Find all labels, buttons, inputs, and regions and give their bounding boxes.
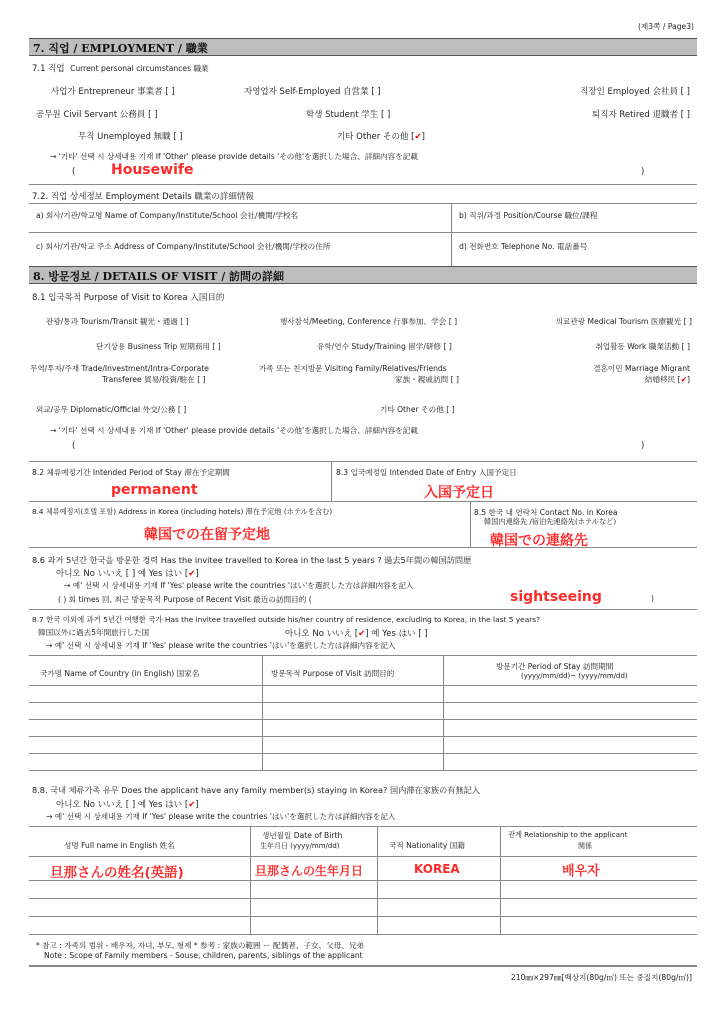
section-8-header — [29, 266, 697, 284]
opt-work[interactable]: 취업활동 Work 職業活動 [ ] — [595, 342, 690, 351]
page-label: (제3쪽 / Page3) — [637, 22, 694, 31]
opt-study[interactable]: 유학/연수 Study/Training 留学/研修 [ ] — [317, 342, 452, 351]
t88-col-dob: 생년월일 Date of Birth — [262, 831, 343, 840]
opt-diplomatic[interactable]: 외교/공무 Diplomatic/Official 外交/公務 [ ] — [36, 405, 187, 414]
divider — [250, 826, 251, 934]
opt-marriage-line1[interactable]: 결혼이민 Marriage Migrant — [593, 364, 690, 373]
table-row — [29, 934, 697, 935]
opt-other-close: ] — [421, 132, 425, 142]
t88-col-nationality: 국적 Nationality 国籍 — [389, 841, 465, 850]
q82-answer[interactable]: permanent — [111, 482, 198, 498]
divider — [29, 826, 697, 827]
opt-trade-line2[interactable]: Transferee 貿易/投資/駐在 [ ] — [102, 375, 206, 384]
t88-col-name: 성명 Full name in English 姓名 — [64, 841, 175, 850]
divider — [500, 826, 501, 934]
opt-visiting-line1[interactable]: 가족 또는 친지방문 Visiting Family/Relatives/Friends — [259, 364, 447, 373]
q86-question: 8.6 과거 5년간 한국을 방문한 경력 Has the invitee travelled to Korea in the last 5 years ? 過去5年間の韓国訪問歴 — [32, 555, 472, 565]
divider — [29, 856, 697, 857]
q86-answer[interactable]: sightseeing — [510, 589, 602, 605]
table-row — [29, 736, 697, 737]
q87-answer-options[interactable] — [285, 627, 428, 639]
opt-other[interactable] — [337, 130, 425, 142]
divider — [29, 203, 697, 204]
q87-question-jp: 韓国以外に過去5年間旅行した国 — [38, 628, 150, 637]
q86-recent-visit: ( ) 회 times 回, 최근 방문목적 Purpose of Recent Visit 最近の訪問目的 ( — [58, 595, 312, 604]
bracket-close: ] — [195, 569, 199, 579]
divider — [29, 461, 697, 462]
opt-business[interactable]: 단기상용 Business Trip 短期商用 [ ] — [96, 342, 221, 351]
opt-visiting-line2[interactable]: 家族・親戚訪問 [ ] — [395, 375, 459, 384]
paren-open: ( — [72, 441, 76, 451]
divider — [29, 965, 697, 967]
q87-yes-note: → 예' 선택 시 상세내용 기재 If 'Yes' please write the countries 'はい'を選択した方は詳細内容を記入 — [46, 641, 396, 650]
q84-answer[interactable]: 韓国での在留予定地 — [144, 527, 270, 543]
q71-number: 7.1 직업 — [32, 64, 65, 74]
opt-other-label: 기타 Other その他 [ — [337, 132, 415, 142]
opt-medical[interactable]: 의료관광 Medical Tourism 医療観光 [ ] — [555, 317, 692, 326]
divider — [262, 655, 263, 770]
t87-col-period-format: (yyyy/mm/dd)~ (yyyy/mm/dd) — [521, 672, 628, 680]
q81-label: 8.1 입국목적 Purpose of Visit to Korea 入国目的 — [32, 293, 225, 303]
table-row — [29, 702, 697, 703]
opt-student[interactable]: 학생 Student 学生 [ ] — [306, 110, 391, 120]
table-row — [29, 719, 697, 720]
q87-question: 8.7 한국 이외에 과거 5년간 여행한 국가 Has the invitee travelled outside his/her country of residence, excluding to Korea, in the last 5 years? — [32, 615, 541, 624]
paren-close: ) — [641, 167, 645, 177]
table-row — [29, 898, 697, 899]
opt-marriage-label: 結婚移民 [ — [644, 375, 681, 384]
opt-tourism[interactable]: 관광/통과 Tourism/Transit 観光・通過 [ ] — [46, 317, 189, 326]
divider — [377, 826, 378, 934]
t87-col-period: 방문기간 Period of Stay 訪問期間 — [496, 662, 614, 671]
family-nationality-answer[interactable]: KOREA — [414, 862, 460, 876]
q87-yes-label: ] 예 Yes はい [ ] — [365, 629, 428, 639]
t88-col-relationship: 관계 Relationship to the applicant — [508, 830, 628, 839]
family-name-answer[interactable]: 旦那さんの姓名(英語) — [50, 865, 184, 881]
table-row — [29, 770, 697, 771]
q82-label: 8.2 체류예정기간 Intended Period of Stay 滞在予定期間 — [32, 468, 230, 477]
opt-employed[interactable]: 직장인 Employed 会社員 [ ] — [580, 87, 690, 97]
opt-unemployed[interactable]: 무직 Unemployed 無職 [ ] — [78, 132, 183, 142]
opt-entrepreneur[interactable]: 사업가 Entrepreneur 事業者 [ ] — [51, 87, 175, 97]
q85-label: 8.5 한국 내 연락처 Contact No. in Korea — [474, 508, 618, 517]
other-details-note: → '기타' 선택 시 상세내용 기재 If 'Other' please provide details 'その他'を選択した場合、詳細内容を記載 — [50, 152, 418, 161]
t88-col-relationship-jp: 関係 — [578, 842, 592, 850]
divider — [29, 685, 697, 686]
q85-label-2: 韓国内連絡先 /宿泊先連絡先(ホテルなど) — [484, 517, 617, 526]
q83-label: 8.3 입국예정일 Intended Date of Entry 入国予定日 — [336, 468, 517, 477]
opt-meeting[interactable]: 행사참석/Meeting, Conference 行事参加、学会 [ ] — [280, 317, 458, 326]
divider — [470, 501, 471, 547]
table-row — [29, 916, 697, 917]
checkmark-icon: ✔ — [188, 569, 196, 579]
q71-desc: Current personal circumstances 職業 — [70, 64, 209, 73]
q88-answer-options[interactable] — [56, 798, 199, 810]
divider — [29, 184, 697, 185]
paper-spec-footer: 210㎜×297㎜[백상지(80g/㎡) 또는 중질지(80g/㎡)] — [510, 973, 692, 982]
paren-open: ( — [72, 167, 76, 177]
t87-col-purpose: 방문목적 Purpose of Visit 訪問目的 — [271, 669, 395, 678]
divider — [451, 203, 452, 266]
q85-answer[interactable]: 韓国での連絡先 — [490, 533, 588, 549]
q88-options-label: 아니오 No いいえ [ ] 예 Yes はい [ — [56, 800, 189, 810]
section-7-header — [29, 38, 697, 56]
q86-answer-options[interactable] — [56, 567, 199, 579]
divider — [331, 461, 332, 501]
checkmark-icon: ✔ — [188, 800, 196, 810]
divider — [29, 501, 697, 502]
divider — [29, 609, 697, 610]
table-row — [29, 753, 697, 754]
checkmark-icon: ✔ — [414, 132, 422, 142]
t88-col-dob-format: 生年月日 (yyyy/mm/dd) — [260, 842, 340, 850]
bracket-close: ] — [687, 375, 690, 384]
section-8-title: 8. 방문정보 / DETAILS OF VISIT / 訪問の詳細 — [33, 270, 285, 283]
divider — [29, 655, 697, 656]
opt-marriage-line2[interactable] — [645, 374, 690, 385]
family-scope-note: * 참고 : 가족의 범위 - 배우자, 자녀, 부모, 형제 * 参考 : 家族の範囲 ー 配偶者、子女、父母、兄弟 — [36, 941, 365, 950]
checkmark-icon: ✔ — [358, 629, 366, 639]
divider — [29, 232, 697, 233]
paren-close: ) — [651, 594, 654, 603]
field-company-address: c) 회사/기관/학교 주소 Address of Company/Institute/School 会社/機関/学校の住所 — [36, 242, 331, 251]
field-position: b) 직위/과정 Position/Course 職位/課程 — [459, 211, 598, 220]
divider — [443, 655, 444, 770]
other-details-note-8: → '기타' 선택 시 상세내용 기재 If 'Other' please provide details 'その他'を選択した場合、詳細内容を記載 — [50, 426, 418, 435]
opt-self-employed[interactable]: 자영업자 Self-Employed 自営業 [ ] — [244, 87, 381, 97]
field-company-name: a) 회사/기관/학교명 Name of Company/Institute/School 会社/機関/学校名 — [36, 211, 299, 220]
q84-label: 8.4 체류예정지(호텔 포함) Address in Korea (including hotels) 滞在予定地 (ホテルを含む) — [32, 507, 333, 516]
opt-trade-line1[interactable]: 무역/투자/주재 Trade/Investment/Intra-Corporate — [30, 364, 209, 373]
other-answer[interactable]: Housewife — [111, 162, 194, 178]
family-dob-answer[interactable]: 旦那さんの生年月日 — [255, 864, 364, 878]
q88-yes-note: → 예' 선택 시 상세내용 기재 If 'Yes' please write the countries 'はい'を選択した方は詳細内容を記入 — [46, 812, 396, 821]
section-7-title: 7. 직업 / EMPLOYMENT / 職業 — [33, 42, 208, 55]
checkmark-icon: ✔ — [680, 375, 688, 384]
family-relationship-answer[interactable]: 배우자 — [562, 864, 600, 879]
q88-question: 8.8. 국내 체류가족 유무 Does the applicant have any family member(s) staying in Korea? 国内滞在家族の有無記入 — [32, 785, 481, 795]
q86-options-label: 아니오 No いいえ [ ] 예 Yes はい [ — [56, 569, 189, 579]
paren-close: ) — [641, 441, 645, 451]
q83-answer[interactable]: 入国予定日 — [424, 485, 494, 501]
table-row — [29, 880, 697, 881]
q87-no-label: 아니오 No いいえ [ — [285, 629, 359, 639]
bracket-close: ] — [195, 800, 199, 810]
opt-other-8[interactable]: 기타 Other その他 [ ] — [380, 405, 455, 414]
family-scope-note-en: Note : Scope of Family members - Souse, children, parents, siblings of the applicant — [44, 951, 363, 960]
divider — [29, 547, 697, 548]
field-telephone: d) 전화번호 Telephone No. 電話番号 — [459, 242, 588, 251]
q72-label: 7.2. 직업 상세정보 Employment Details 職業の詳細情報 — [32, 192, 254, 202]
t87-col-country: 국가명 Name of Country (in English) 国家名 — [40, 669, 200, 678]
opt-civil-servant[interactable]: 공무원 Civil Servant 公務員 [ ] — [36, 110, 158, 120]
q86-yes-note: → 예' 선택 시 상세내용 기재 If 'Yes' please write the countries 'はい'を選択した方は詳細内容を記入 — [64, 581, 414, 590]
opt-retired[interactable]: 퇴직자 Retired 退職者 [ ] — [592, 110, 690, 120]
q71-label — [32, 62, 209, 74]
